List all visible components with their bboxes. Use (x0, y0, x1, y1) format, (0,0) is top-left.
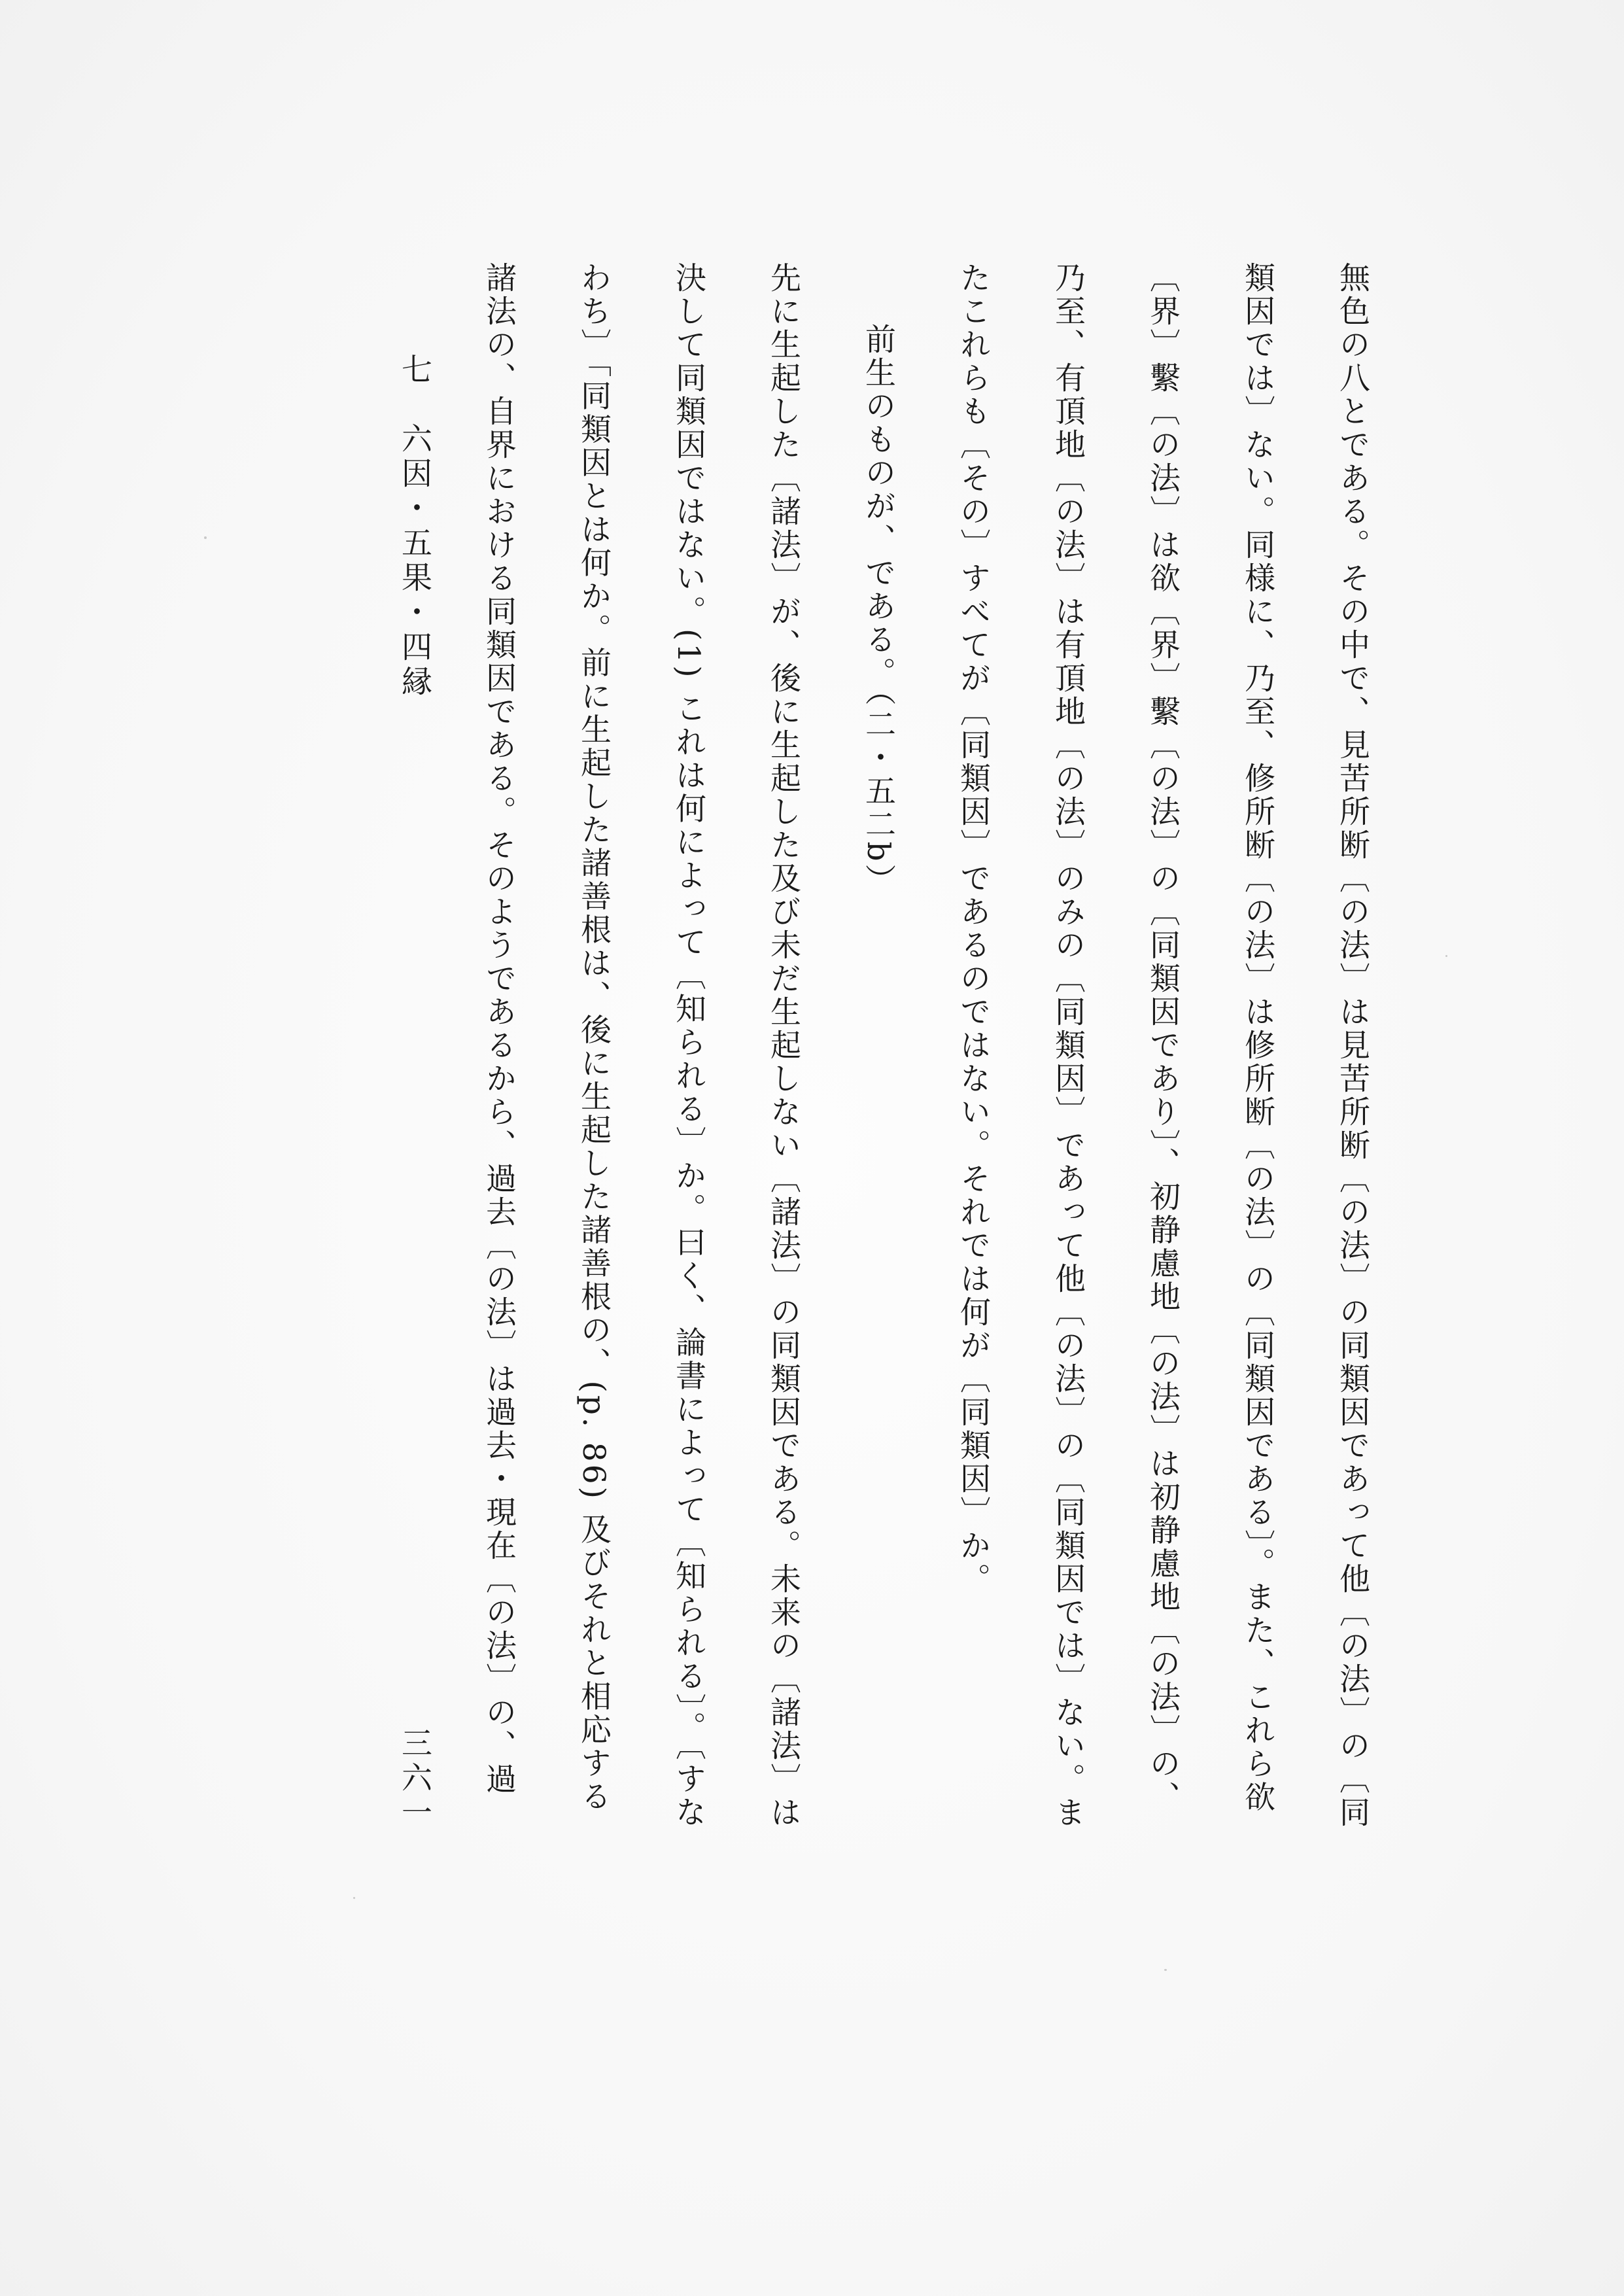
scan-speck (353, 1897, 355, 1899)
body-text (445, 262, 1400, 1832)
paragraph-2: 先に生起した〔諸法〕が、後に生起した及び未だ生起しない〔諸法〕の同類因である。未来の〔諸法〕は決して同類因ではない。(1) これは何によって〔知られる〕か。曰く、論書によって〔知られる〕。〔すなわち〕「同類因とは何か。前に生起した諸善根は、後に生起した諸善根の、(p. 86) 及びそれと相応する諸法の、自界における同類因である。そのようであるから、過去〔の法〕は過去・現在〔の法〕の、過 (481, 262, 801, 1830)
scan-speck (1164, 1969, 1167, 1971)
scan-speck (204, 536, 207, 539)
paragraph-1: 無色の八とである。その中で、見苦所断〔の法〕は見苦所断〔の法〕の同類因であって他〔の法〕の〔同類因では〕ない。同様に、乃至、修所断〔の法〕は修所断〔の法〕の〔同類因である〕。また、これら欲〔界〕繫〔の法〕は欲〔界〕繫〔の法〕の〔同類因であり〕、初静慮地〔の法〕は初静慮地〔の法〕の、乃至、有頂地〔の法〕は有頂地〔の法〕のみの〔同類因〕であって他〔の法〕の〔同類因では〕ない。またこれらも〔その〕すべてが〔同類因〕であるのではない。それでは何が〔同類因〕か。 (955, 262, 1370, 1830)
running-head: 七 六因・五果・四縁 (396, 353, 432, 700)
scan-speck (1445, 955, 1447, 957)
page-number: 三六一 (396, 1727, 432, 1831)
verse-line: 前生のものが、である。（二・五二b） (860, 323, 896, 897)
